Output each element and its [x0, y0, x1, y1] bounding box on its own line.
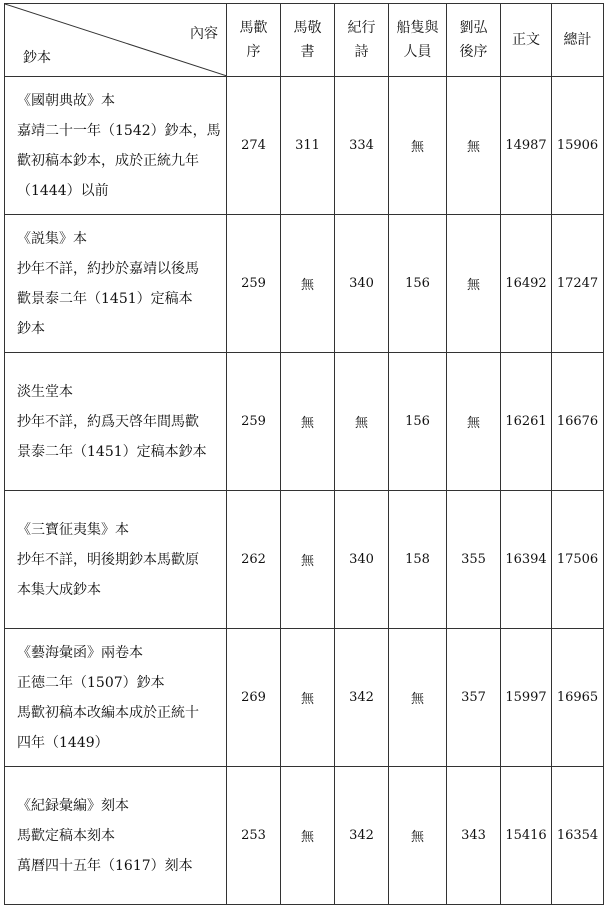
cell-preface: 259 — [227, 215, 281, 353]
cell-total: 16965 — [552, 629, 604, 767]
table-row — [5, 353, 604, 491]
corner-label-content: 內容 — [190, 26, 218, 42]
cell-preface: 259 — [227, 353, 281, 491]
corner-label-edition: 鈔本 — [23, 50, 51, 66]
cell-postscript: 無 — [447, 215, 501, 353]
edition-cell: 《藝海彙函》兩卷本 正德二年（1507）鈔本 馬歡初稿本改編本成於正統十 四年（1449） — [5, 629, 227, 767]
comparison-table — [4, 3, 604, 905]
cell-ships: 無 — [389, 767, 447, 905]
edition-cell: 《紀録彙編》刻本 馬歡定稿本刻本 萬曆四十五年（1617）刻本 — [5, 767, 227, 905]
corner-header-cell — [5, 4, 227, 77]
cell-ships: 無 — [389, 629, 447, 767]
cell-postscript: 357 — [447, 629, 501, 767]
table-row — [5, 77, 604, 215]
cell-total: 17506 — [552, 491, 604, 629]
table-row — [5, 215, 604, 353]
cell-postscript: 343 — [447, 767, 501, 905]
edition-cell: 《説集》本 抄年不詳，約抄於嘉靖以後馬 歡景泰二年（1451）定稿本 鈔本 — [5, 215, 227, 353]
cell-poem: 340 — [335, 215, 389, 353]
col-header-travel-poem: 紀行 詩 — [335, 4, 389, 77]
table-row — [5, 767, 604, 905]
edition-cell: 淡生堂本 抄年不詳，約爲天啓年間馬歡 景泰二年（1451）定稿本鈔本 — [5, 353, 227, 491]
col-header-ma-jing-letter: 馬敬 書 — [281, 4, 335, 77]
header-row — [5, 4, 604, 77]
cell-main-text: 16261 — [501, 353, 552, 491]
cell-main-text: 16394 — [501, 491, 552, 629]
col-header-liu-hong-postscript: 劉弘 後序 — [447, 4, 501, 77]
col-header-ma-huan-preface: 馬歡 序 — [227, 4, 281, 77]
cell-main-text: 15416 — [501, 767, 552, 905]
cell-preface: 253 — [227, 767, 281, 905]
cell-total: 17247 — [552, 215, 604, 353]
cell-total: 16676 — [552, 353, 604, 491]
edition-cell: 《國朝典故》本 嘉靖二十一年（1542）鈔本，馬 歡初稿本鈔本，成於正統九年 （1444）以前 — [5, 77, 227, 215]
table-row — [5, 491, 604, 629]
cell-letter: 無 — [281, 353, 335, 491]
col-header-total: 總計 — [552, 4, 604, 77]
cell-ships: 156 — [389, 215, 447, 353]
table-row — [5, 629, 604, 767]
cell-postscript: 355 — [447, 491, 501, 629]
cell-letter: 無 — [281, 767, 335, 905]
cell-poem: 無 — [335, 353, 389, 491]
col-header-main-text: 正文 — [501, 4, 552, 77]
cell-postscript: 無 — [447, 353, 501, 491]
cell-letter: 311 — [281, 77, 335, 215]
cell-poem: 340 — [335, 491, 389, 629]
cell-poem: 334 — [335, 77, 389, 215]
edition-cell: 《三寶征夷集》本 抄年不詳，明後期鈔本馬歡原 本集大成鈔本 — [5, 491, 227, 629]
cell-ships: 156 — [389, 353, 447, 491]
cell-total: 15906 — [552, 77, 604, 215]
cell-main-text: 14987 — [501, 77, 552, 215]
cell-postscript: 無 — [447, 77, 501, 215]
cell-preface: 274 — [227, 77, 281, 215]
cell-main-text: 16492 — [501, 215, 552, 353]
cell-poem: 342 — [335, 629, 389, 767]
cell-ships: 無 — [389, 77, 447, 215]
cell-poem: 342 — [335, 767, 389, 905]
col-header-ships-personnel: 船隻與 人員 — [389, 4, 447, 77]
cell-preface: 262 — [227, 491, 281, 629]
cell-total: 16354 — [552, 767, 604, 905]
cell-letter: 無 — [281, 215, 335, 353]
cell-preface: 269 — [227, 629, 281, 767]
cell-main-text: 15997 — [501, 629, 552, 767]
cell-ships: 158 — [389, 491, 447, 629]
cell-letter: 無 — [281, 629, 335, 767]
cell-letter: 無 — [281, 491, 335, 629]
